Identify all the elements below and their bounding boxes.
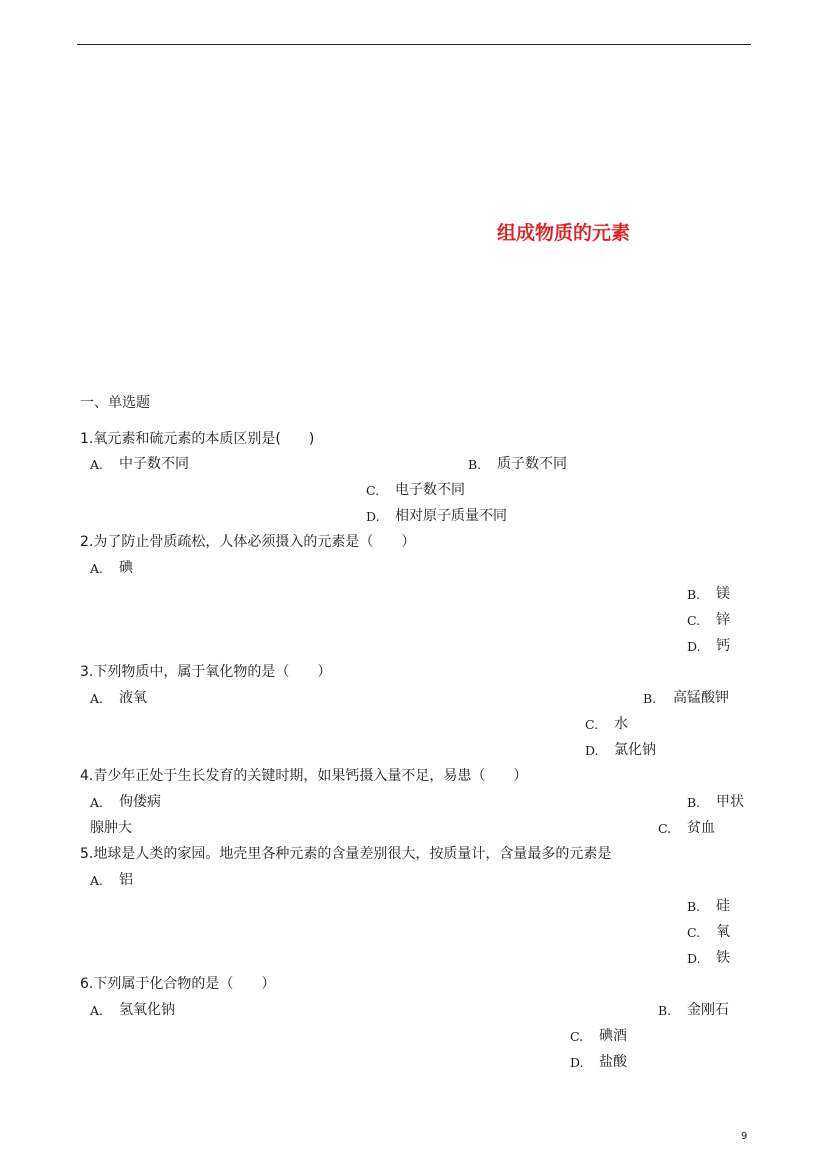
q2-option-d-text: 钙 — [716, 638, 730, 654]
q5-option-c-text: 氧 — [716, 924, 730, 940]
q2-option-a-label: A. — [90, 561, 104, 576]
q4-option-c-text: 贫血 — [687, 820, 715, 836]
q4-option-a-label: A. — [90, 795, 104, 810]
q2-option-d-label: D. — [687, 639, 701, 654]
section-heading: 一、单选题 — [80, 395, 150, 411]
q3-option-c-label: C. — [585, 717, 599, 732]
q2-option-c-label: C. — [687, 613, 701, 628]
q6-option-b-text: 金刚石 — [687, 1002, 729, 1018]
q5-option-a-label: A. — [90, 873, 104, 888]
q5-option-d-label: D. — [687, 951, 701, 966]
q6-option-c-label: C. — [570, 1029, 584, 1044]
q1-option-b-text: 质子数不同 — [497, 456, 567, 472]
question-2-stem: 2.为了防止骨质疏松，人体必须摄入的元素是（ ） — [80, 534, 416, 550]
q4-option-b-label: B. — [687, 795, 701, 810]
q6-option-d-label: D. — [570, 1055, 584, 1070]
question-5-stem: 5.地球是人类的家园。地壳里各种元素的含量差别很大，按质量计，含量最多的元素是 — [80, 846, 612, 862]
question-1-stem: 1.氧元素和硫元素的本质区别是( ) — [80, 431, 315, 447]
q1-option-b-label: B. — [468, 457, 482, 472]
q1-option-a-text: 中子数不同 — [119, 456, 189, 472]
q3-option-c-text: 水 — [614, 716, 628, 732]
q3-option-d-text: 氯化钠 — [614, 742, 656, 758]
question-4-stem: 4.青少年正处于生长发育的关键时期，如果钙摄入量不足，易患（ ） — [80, 768, 528, 784]
q2-option-b-text: 镁 — [716, 586, 730, 602]
header-rule — [77, 44, 751, 45]
q6-option-b-label: B. — [658, 1003, 672, 1018]
q2-option-a-text: 碘 — [119, 560, 133, 576]
q4-option-b-text: 甲状 — [716, 794, 744, 810]
q4-option-a-text: 佝偻病 — [119, 794, 161, 810]
q6-option-a-text: 氢氧化钠 — [119, 1002, 175, 1018]
q4-option-b-text-continued: 腺肿大 — [90, 820, 132, 836]
q3-option-a-label: A. — [90, 691, 104, 706]
q5-option-a-text: 铝 — [119, 872, 133, 888]
page-number: 9 — [741, 1131, 748, 1142]
q3-option-d-label: D. — [585, 743, 599, 758]
q1-option-c-text: 电子数不同 — [395, 482, 465, 498]
q3-option-b-text: 高锰酸钾 — [673, 690, 729, 706]
q6-option-a-label: A. — [90, 1003, 104, 1018]
question-3-stem: 3.下列物质中，属于氧化物的是（ ） — [80, 664, 332, 680]
q1-option-d-label: D. — [366, 509, 380, 524]
q1-option-c-label: C. — [366, 483, 380, 498]
q5-option-b-label: B. — [687, 899, 701, 914]
q2-option-b-label: B. — [687, 587, 701, 602]
q3-option-b-label: B. — [643, 691, 657, 706]
q5-option-d-text: 铁 — [716, 950, 730, 966]
document-title: 组成物质的元素 — [497, 222, 631, 244]
question-6-stem: 6.下列属于化合物的是（ ） — [80, 976, 276, 992]
q5-option-b-text: 硅 — [716, 898, 730, 914]
q6-option-d-text: 盐酸 — [599, 1054, 627, 1070]
q4-option-c-label: C. — [658, 821, 672, 836]
q5-option-c-label: C. — [687, 925, 701, 940]
q1-option-d-text: 相对原子质量不同 — [395, 508, 507, 524]
q3-option-a-text: 液氧 — [119, 690, 147, 706]
q1-option-a-label: A. — [90, 457, 104, 472]
q6-option-c-text: 碘酒 — [599, 1028, 627, 1044]
q2-option-c-text: 锌 — [716, 612, 730, 628]
